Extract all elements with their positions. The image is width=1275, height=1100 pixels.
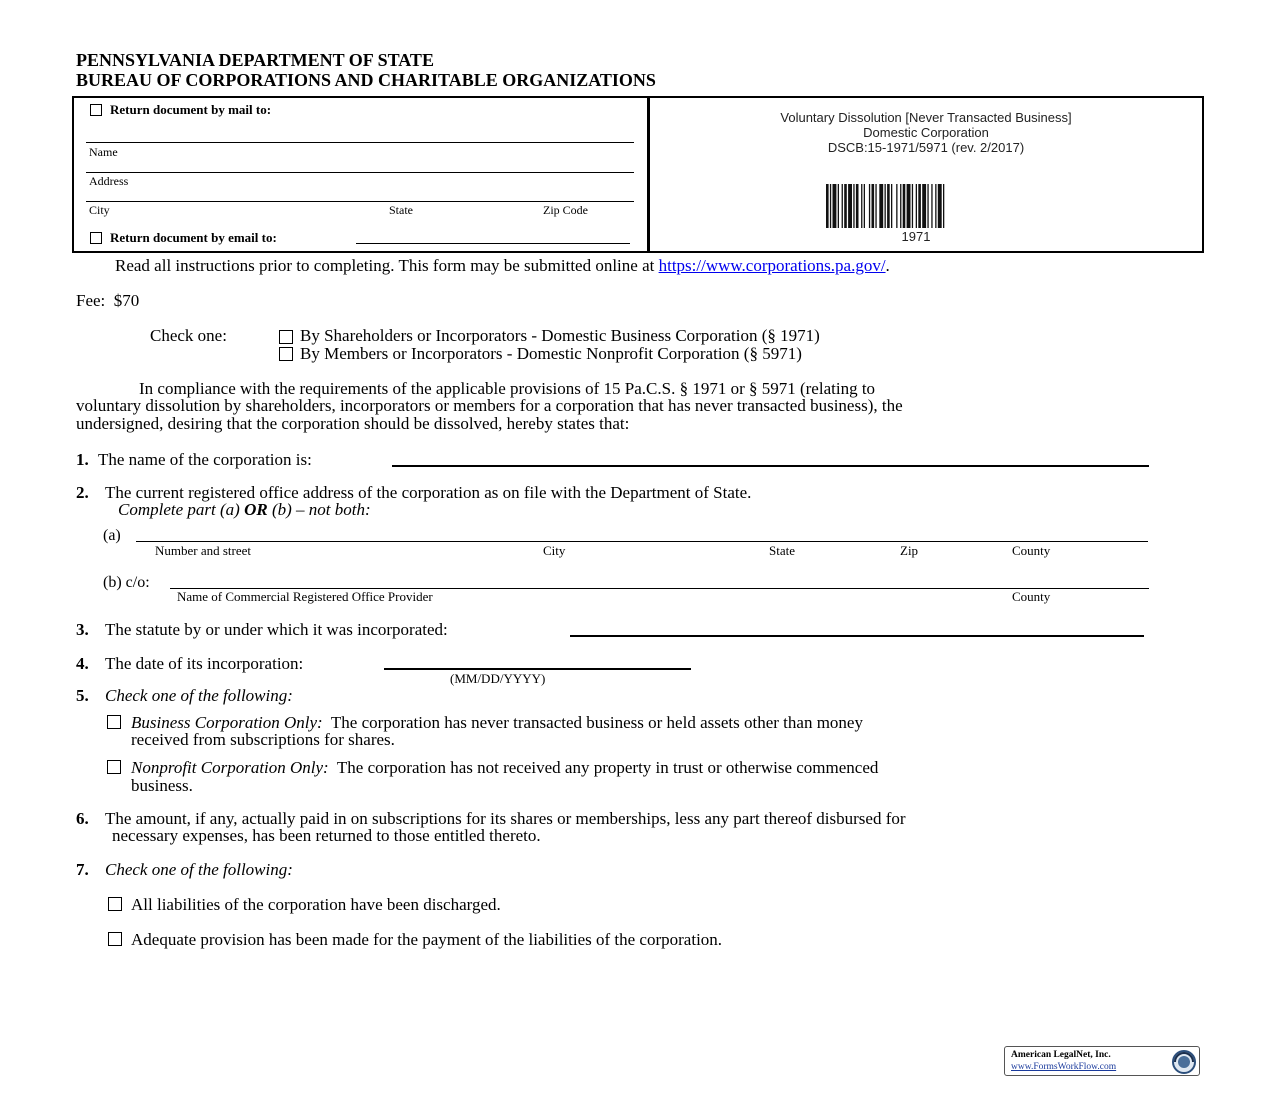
item-2-instruction-or: OR xyxy=(244,500,268,519)
item-4-number: 4. xyxy=(76,654,89,673)
check-nonprofit-corporation-checkbox[interactable] xyxy=(279,347,293,361)
barcode-bar xyxy=(838,184,839,228)
header-bureau: BUREAU OF CORPORATIONS AND CHARITABLE ORGANIZATIONS xyxy=(76,70,656,90)
instructions-period: . xyxy=(885,256,890,275)
item-4-text: The date of its incorporation: xyxy=(105,654,304,673)
barcode-bar xyxy=(844,184,847,228)
item-6-number: 6. xyxy=(76,809,89,828)
barcode-bar xyxy=(927,184,928,228)
item-2-instruction xyxy=(118,500,371,520)
barcode-bar xyxy=(853,184,854,228)
barcode-bar xyxy=(912,184,913,228)
business-corporation-only-text-1: The corporation has never transacted business or held assets other than money xyxy=(322,713,863,732)
date-format-hint: (MM/DD/YYYY) xyxy=(450,671,546,686)
nonprofit-corporation-only-text-1: The corporation has not received any property in trust or otherwise commenced xyxy=(328,758,879,777)
barcode-bar xyxy=(885,184,886,228)
barcode-bar xyxy=(875,184,876,228)
address-field-line[interactable] xyxy=(86,172,634,173)
barcode-bar xyxy=(900,184,901,228)
barcode-bar xyxy=(935,184,936,228)
item-2b-label: (b) c/o: xyxy=(103,574,150,591)
instructions-text: Read all instructions prior to completing. This form may be submitted online at xyxy=(115,256,659,275)
registered-office-address-field-line[interactable] xyxy=(136,541,1148,542)
barcode-bar xyxy=(848,184,852,228)
business-corporation-only-checkbox[interactable] xyxy=(107,715,121,729)
barcode-bar xyxy=(887,184,890,228)
commercial-provider-label: Name of Commercial Registered Office Provider xyxy=(177,589,433,604)
barcode-number: 1971 xyxy=(901,229,931,244)
city-state-zip-field-line[interactable] xyxy=(86,201,634,202)
nonprofit-corporation-only-checkbox[interactable] xyxy=(107,760,121,774)
barcode-bar xyxy=(861,184,862,228)
liabilities-provision-label: Adequate provision has been made for the payment of the liabilities of the corporation. xyxy=(131,930,723,949)
item-1-text: The name of the corporation is: xyxy=(98,450,312,469)
item-2-text: The current registered office address of the corporation as on file with the Department of State. xyxy=(105,483,752,502)
return-by-email-label: Return document by email to: xyxy=(110,230,277,245)
barcode-bar xyxy=(830,184,831,228)
business-corporation-only-line-2: received from subscriptions for shares. xyxy=(131,730,395,749)
name-label: Name xyxy=(89,145,118,159)
barcode-bar xyxy=(842,184,843,228)
barcode xyxy=(826,184,1006,228)
return-by-mail-checkbox[interactable] xyxy=(90,104,102,116)
email-field-line[interactable] xyxy=(356,243,630,244)
check-business-corporation-checkbox[interactable] xyxy=(279,330,293,344)
address-label: Address xyxy=(89,174,129,188)
globe-icon xyxy=(1171,1049,1197,1075)
item-3-text: The statute by or under which it was incorporated: xyxy=(105,620,448,639)
number-street-label: Number and street xyxy=(155,543,252,558)
barcode-bar xyxy=(896,184,897,228)
barcode-bar xyxy=(931,184,932,228)
item-5-number: 5. xyxy=(76,686,89,705)
item-2a-zip-label: Zip xyxy=(900,543,919,558)
barcode-bar xyxy=(869,184,870,228)
barcode-bar xyxy=(916,184,917,228)
item-5-text: Check one of the following: xyxy=(105,686,293,705)
item-2a-city-label: City xyxy=(543,543,566,558)
barcode-bar xyxy=(856,184,859,228)
return-by-email-checkbox[interactable] xyxy=(90,232,102,244)
item-2b-county-label: County xyxy=(1012,589,1051,604)
compliance-line-3: undersigned, desiring that the corporation should be dissolved, hereby states that: xyxy=(76,414,630,433)
liabilities-provision-checkbox[interactable] xyxy=(108,932,122,946)
business-corporation-only-label: Business Corporation Only: xyxy=(131,713,323,732)
barcode-bar xyxy=(938,184,942,228)
item-2a-label: (a) xyxy=(103,527,121,544)
item-2-instruction-a: Complete part (a) xyxy=(118,500,245,519)
name-field-line[interactable] xyxy=(86,142,634,143)
state-label: State xyxy=(389,203,413,217)
american-legalnet-logo[interactable] xyxy=(1004,1046,1200,1076)
barcode-bar xyxy=(903,184,906,228)
corporations-url-link[interactable]: https://www.corporations.pa.gov/ xyxy=(658,256,886,275)
item-2-instruction-b: (b) – not both: xyxy=(267,500,371,519)
barcode-bar xyxy=(891,184,892,228)
nonprofit-corporation-only-label: Nonprofit Corporation Only: xyxy=(131,758,329,777)
compliance-line-2: voluntary dissolution by shareholders, incorporators or members for a corporation that has never transacted business), the xyxy=(76,396,903,415)
instructions-line xyxy=(115,256,890,276)
item-6-line-1: The amount, if any, actually paid in on subscriptions for its shares or memberships, less any part thereof disbursed for xyxy=(105,809,906,828)
item-6-line-2: necessary expenses, has been returned to those entitled thereto. xyxy=(112,826,541,845)
nonprofit-corporation-only-line-1 xyxy=(131,758,878,778)
barcode-bar xyxy=(943,184,944,228)
barcode-bar xyxy=(826,184,829,228)
barcode-bar xyxy=(872,184,875,228)
fee-text: Fee: $70 xyxy=(76,291,140,310)
zip-code-label: Zip Code xyxy=(543,203,588,217)
liabilities-discharged-checkbox[interactable] xyxy=(108,897,122,911)
nonprofit-corporation-only-line-2: business. xyxy=(131,776,193,795)
statute-field-line[interactable] xyxy=(570,635,1144,637)
item-2-number: 2. xyxy=(76,483,89,502)
item-7-text: Check one of the following: xyxy=(105,860,293,879)
barcode-bar xyxy=(879,184,883,228)
item-1-number: 1. xyxy=(76,450,89,469)
barcode-bar xyxy=(918,184,921,228)
compliance-line-1: In compliance with the requirements of the applicable provisions of 15 Pa.C.S. § 1971 or § 5971 (relating to xyxy=(139,379,876,398)
logo-company-name: American LegalNet, Inc. xyxy=(1011,1050,1111,1060)
item-3-number: 3. xyxy=(76,620,89,639)
barcode-bar xyxy=(833,184,837,228)
form-code: DSCB:15-1971/5971 (rev. 2/2017) xyxy=(827,140,1025,155)
item-2a-county-label: County xyxy=(1012,543,1051,558)
incorporation-date-field-line[interactable] xyxy=(384,668,691,670)
liabilities-discharged-label: All liabilities of the corporation have been discharged. xyxy=(131,895,501,914)
item-2a-state-label: State xyxy=(769,543,795,558)
barcode-bar xyxy=(907,184,911,228)
check-nonprofit-corporation-label: By Members or Incorporators - Domestic Nonprofit Corporation (§ 5971) xyxy=(300,344,802,363)
barcode-bar xyxy=(864,184,865,228)
corporation-name-field-line[interactable] xyxy=(392,465,1149,467)
check-business-corporation-label: By Shareholders or Incorporators - Domestic Business Corporation (§ 1971) xyxy=(300,326,820,345)
header-department: PENNSYLVANIA DEPARTMENT OF STATE xyxy=(76,50,434,70)
form-subtitle: Domestic Corporation xyxy=(863,125,989,140)
logo-url[interactable]: www.FormsWorkFlow.com xyxy=(1011,1062,1117,1072)
return-by-mail-label: Return document by mail to: xyxy=(110,102,272,117)
form-title: Voluntary Dissolution [Never Transacted Business] xyxy=(780,110,1072,125)
city-label: City xyxy=(89,203,110,217)
check-one-label: Check one: xyxy=(150,326,227,345)
barcode-bar xyxy=(922,184,926,228)
item-7-number: 7. xyxy=(76,860,89,879)
